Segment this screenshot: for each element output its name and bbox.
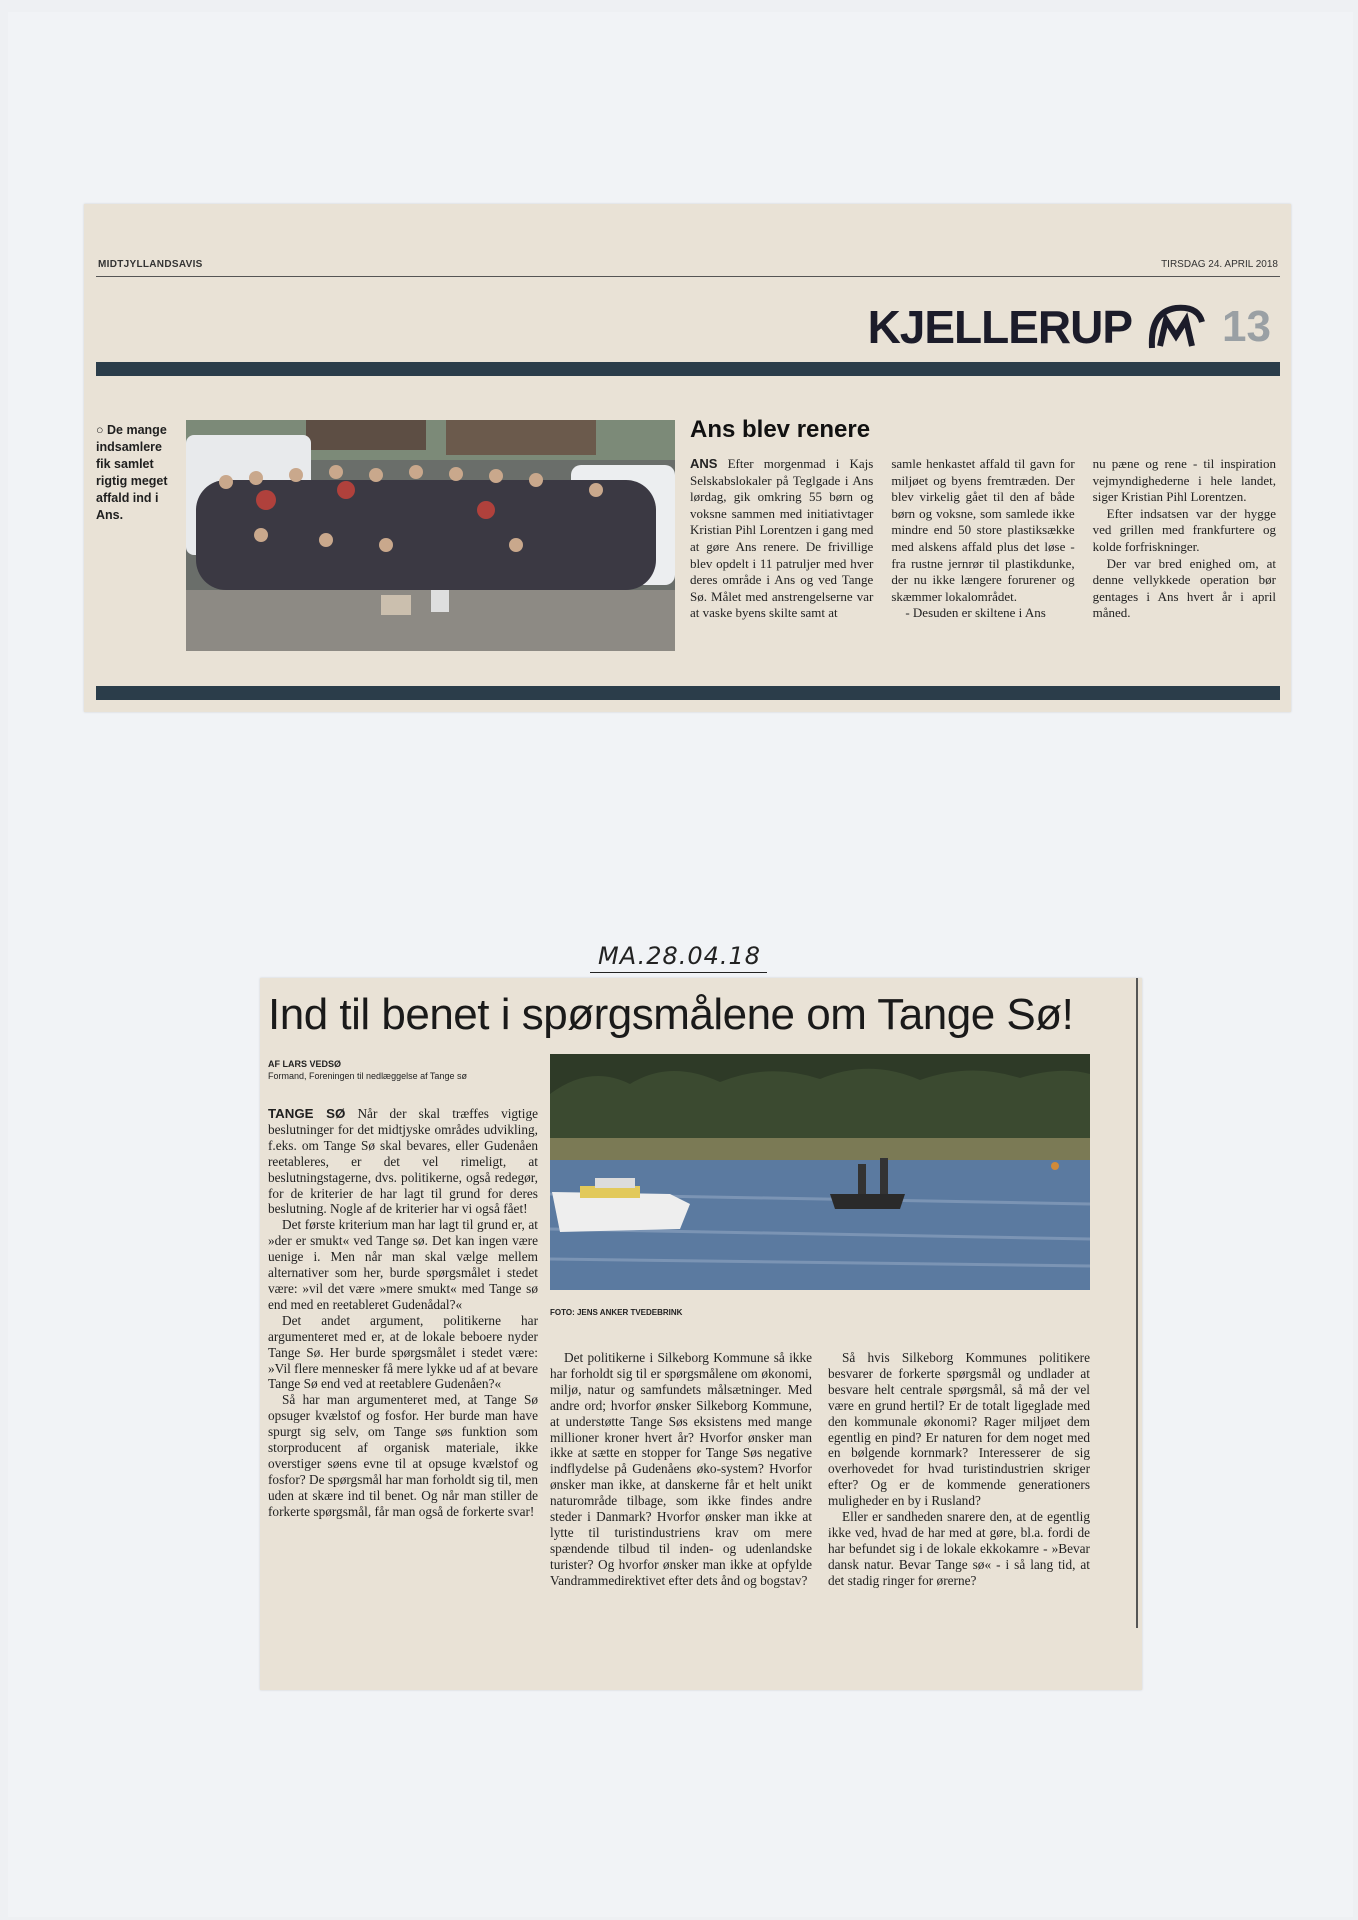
opinion-headline: Ind til benet i spørgsmålene om Tange Sø! <box>268 990 1074 1039</box>
article-column-2: samle henkastet affald til gavn for miljøet og byens fremtræden. Der blev virkelig gået til den af både børn og voksne, som samlede ikke mindre end 50 store plastiksække med alskens affald plus det løse - fra rustne jernrør til plastikdunke, der nu ikke længere forurener og skæmmer lokalområdet. - Desuden er skiltene i Ans <box>891 456 1075 621</box>
bottom-band <box>96 686 1280 700</box>
lake-boats-photo <box>550 1054 1090 1290</box>
article-body <box>690 456 1276 622</box>
opinion-column-2: Det politikerne i Silkeborg Kommune så ikke har forholdt sig til er spørgsmålene om økonomi, miljø, natur og samfundets målsætninger. Med andre ord; hvorfor ønsker Silkeborg Kommune, at understøtte Tange Søs eksistens med mange millioner kroner hvert år? Hvorfor ønsker man ikke at sætte en stopper for Tange Søs negative indflydelse på Gudenåens øko-system? Hvorfor ønsker man ikke, at danskerne får et helt unikt naturområde tilbage, som ikke findes andre steder i Danmark? Hvorfor ønsker man ikke at lytte til turistindustriens krav om mere spændende tilbud til inden- og udenlandske turister? Og hvorfor ønsker man ikke at opfylde Vandrammedirektivet efter dets ånd og bogstav? <box>550 1350 812 1588</box>
clipping-edge-rule <box>1136 978 1138 1628</box>
photo-credit: FOTO: JENS ANKER TVEDEBRINK <box>550 1308 683 1317</box>
article-column-3: nu pæne og rene - til inspiration vejmyndighederne i hele landet, siger Kristian Pihl Lorentzen. Efter indsatsen var der hygge ved grillen med frankfurtere og kolde forfriskninger. Der var bred enighed om, at denne vellykkede operation bør gentages i Ans hvert år i april måned. <box>1092 456 1276 621</box>
group-photo-volunteers <box>186 420 675 651</box>
byline-author: AF LARS VEDSØ <box>268 1059 342 1069</box>
handwritten-date: MA.28.04.18 <box>590 942 767 973</box>
opinion-column-3: Så hvis Silkeborg Kommunes politikere besvarer de forkerte spørgsmål og undlader at besvare helt centrale spørgsmål, så må der vel være en grund hertil? Er de totalt ligeglade med den kommunale økonomi? Rager miljøet dem egentlig en pind? Er naturen for dem noget med en bølgende kornmark? Interesserer de sig overhovedet for hvad turistindustrien skriger efter? Og er de kommende generationers muligheder en by i Rusland? Eller er sandheden snarere den, at de egentlig ikke ved, hvad de har med at gøre, bl.a. fordi de har befundet sig i de lokale ekkokamre - »Bevar dansk natur. Bevar Tange sø« - i så lang tid, at det stadig ringer for ørerne? <box>828 1350 1090 1588</box>
section-title: KJELLERUP <box>867 301 1133 353</box>
masthead-rule <box>96 276 1280 277</box>
dateline: TANGE SØ <box>268 1106 346 1121</box>
midtjyllandsavis-logo-icon <box>1146 302 1206 352</box>
article-headline: Ans blev renere <box>690 416 871 443</box>
archive-page <box>8 12 1353 1917</box>
top-band <box>96 362 1280 376</box>
byline-role: Formand, Foreningen til nedlæggelse af Tange sø <box>268 1071 467 1081</box>
opinion-column-1: TANGE SØ Når der skal træffes vigtige beslutninger for det midtjyske områdes udvikling, f.eks. om Tange Sø skal bevares, eller Gudenåen reetableres, er det vel rimeligt, at beslutningstagerne, dvs. politikerne, også redegør, for de kriterier de har lagt til grund for deres beslutning. Nogle af de kriterier har vi også fået! Det første kriterium man har lagt til grund er, at »der er smukt« ved Tange sø. Det kan ingen være uenige i. Men når man skal vælge mellem alternativer som her, burde spørgsmålet i stedet være: »vil det være »mere smukt« med Tange sø end med en reetableret Gudenådal?« Det andet argument, politikerne har argumenteret med er, at de lokale beboere nyder Tange Sø. Her burde spørgsmålet i stedet være: »Vil flere mennesker få mere lykke ud af at bevare Tange Sø end ved at reetablere Gudenåen?« Så har man argumenteret med, at Tange Sø opsuger kvælstof og fosfor. Her burde man have spurgt sig selv, om Tange søs funktion som storproducent af organisk materiale, ikke overstiger søens evne til at opsuge kvælstof og fosfor? De spørgsmål har man forholdt sig til, men uden at skære ind til benet. Og når man stiller de forkerte spørgsmål, får man også de forkerte svar! <box>268 1106 538 1519</box>
article-column-1: ANS Efter morgenmad i Kajs Selskabslokaler på Teglgade i Ans lørdag, gik omkring 55 børn og voksne sammen med initiativtager Kristian Pihl Lorentzen i gang med at gøre Ans renere. De frivillige blev opdelt i 11 patruljer med hver deres område i Ans og ved Tange Sø. Målet med anstrengelserne var at vaske byens skilte samt at <box>690 456 874 621</box>
paper-name: MIDTJYLLANDSAVIS <box>98 259 203 270</box>
newspaper-clipping-tange-soe <box>260 978 1142 1690</box>
caption-bullet-icon: ○ <box>96 423 108 437</box>
newspaper-clipping-ans <box>84 204 1291 712</box>
issue-date: TIRSDAG 24. APRIL 2018 <box>1161 259 1278 270</box>
byline <box>268 1058 467 1082</box>
photo-caption: ○ De mange indsamlere fik samlet rigtig meget affald ind i Ans. <box>96 423 168 522</box>
page-number: 13 <box>1222 302 1271 351</box>
masthead <box>98 259 1278 270</box>
dateline: ANS <box>690 456 718 471</box>
section-header <box>868 300 1271 354</box>
